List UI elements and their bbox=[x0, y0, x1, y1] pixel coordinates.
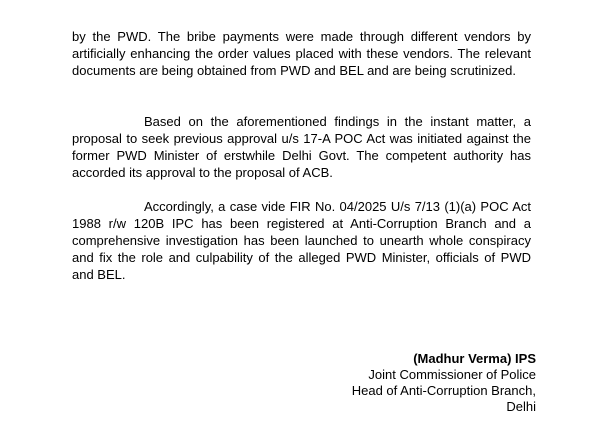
signatory-title: Joint Commissioner of Police bbox=[368, 367, 536, 382]
signatory-name: (Madhur Verma) IPS bbox=[413, 351, 536, 366]
paragraph-approval: Based on the aforementioned findings in the instant matter, a proposal to seek previous approval u/s 17-A POC Act was initiated against the former PWD Minister of erstwhile Delhi Govt. The competent authority has accorded its approval to the proposal of ACB. bbox=[72, 114, 531, 180]
paragraph-continuation: by the PWD. The bribe payments were made through different vendors by artificially enhancing the order values placed with these vendors. The relevant documents are being obtained from PWD and BEL and are being scrutinized. bbox=[72, 29, 531, 78]
signature-block bbox=[352, 351, 536, 415]
signatory-department: Head of Anti-Corruption Branch, bbox=[351, 383, 536, 398]
paragraph-fir: Accordingly, a case vide FIR No. 04/2025 U/s 7/13 (1)(a) POC Act 1988 r/w 120B IPC has been registered at Anti-Corruption Branch and a comprehensive investigation has been launched to unearth whole conspiracy and fix the role and culpability of the alleged PWD Minister, officials of PWD and BEL. bbox=[72, 199, 531, 282]
signatory-city: Delhi bbox=[506, 399, 536, 414]
